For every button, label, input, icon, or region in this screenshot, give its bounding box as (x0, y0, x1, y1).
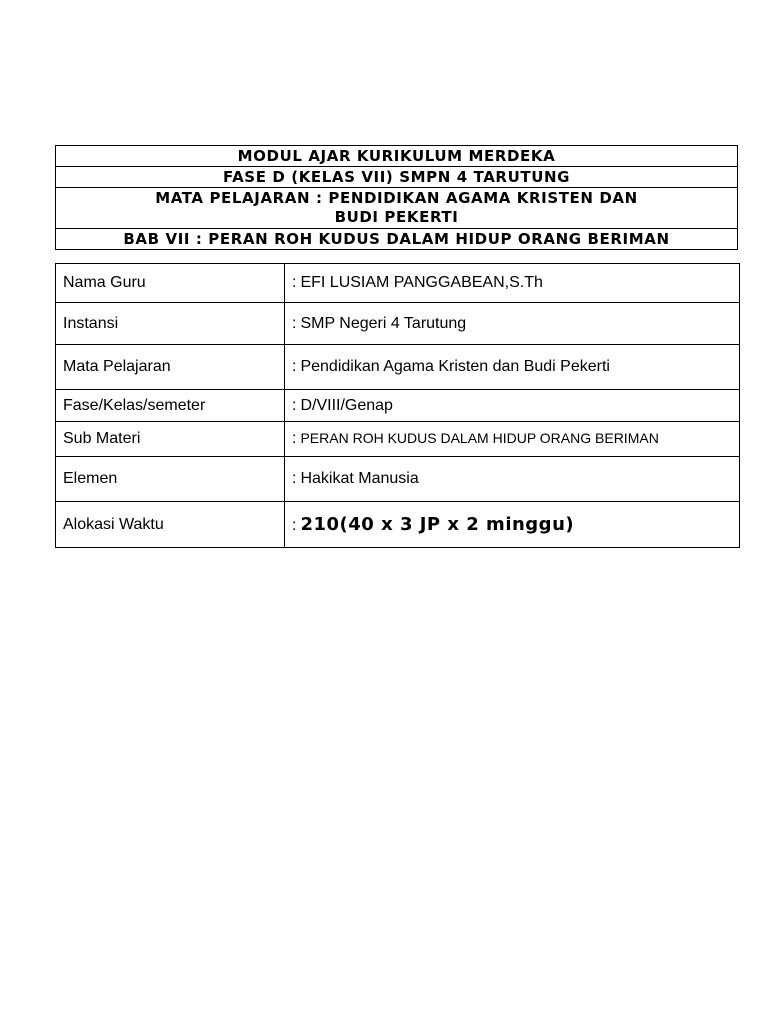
info-value: Hakikat Manusia (300, 470, 419, 487)
info-label: Sub Materi (56, 422, 285, 457)
info-row-mata-pelajaran (56, 345, 740, 390)
info-value-cell (285, 303, 740, 345)
info-label: Fase/Kelas/semeter (56, 390, 285, 422)
info-value: 210(40 x 3 JP x 2 minggu) (300, 514, 575, 535)
info-value: PERAN ROH KUDUS DALAM HIDUP ORANG BERIMAN (300, 430, 659, 446)
info-row-nama-guru (56, 264, 740, 303)
info-label: Elemen (56, 457, 285, 502)
info-value-cell (285, 264, 740, 303)
info-label: Instansi (56, 303, 285, 345)
info-value-cell (285, 422, 740, 457)
info-row-fase-kelas (56, 390, 740, 422)
info-row-instansi (56, 303, 740, 345)
header-row (56, 188, 738, 229)
header-subject-cell (56, 188, 738, 229)
info-value-cell (285, 502, 740, 548)
header-row (56, 146, 738, 167)
info-row-sub-materi (56, 422, 740, 457)
info-label: Alokasi Waktu (56, 502, 285, 548)
header-title: MODUL AJAR KURIKULUM MERDEKA (56, 146, 738, 167)
info-value-cell (285, 345, 740, 390)
info-colon: : (292, 470, 297, 487)
info-colon: : (292, 314, 297, 332)
info-colon: : (292, 358, 297, 375)
info-row-elemen (56, 457, 740, 502)
document-header-table (55, 145, 738, 250)
info-row-alokasi-waktu (56, 502, 740, 548)
info-colon: : (292, 396, 297, 414)
info-value-cell (285, 457, 740, 502)
info-value: D/VIII/Genap (300, 396, 393, 414)
info-colon: : (292, 430, 297, 447)
info-value: Pendidikan Agama Kristen dan Budi Pekerti (300, 358, 610, 375)
header-phase: FASE D (KELAS VII) SMPN 4 TARUTUNG (56, 167, 738, 188)
module-info-table (55, 263, 740, 548)
info-colon: : (292, 517, 297, 534)
info-value: SMP Negeri 4 Tarutung (300, 314, 467, 332)
header-chapter: BAB VII : PERAN ROH KUDUS DALAM HIDUP ORANG BERIMAN (56, 229, 738, 250)
header-row (56, 167, 738, 188)
info-colon: : (292, 274, 297, 291)
info-value: EFI LUSIAM PANGGABEAN,S.Th (300, 274, 543, 291)
header-row (56, 229, 738, 250)
info-label: Mata Pelajaran (56, 345, 285, 390)
info-value-cell (285, 390, 740, 422)
info-label: Nama Guru (56, 264, 285, 303)
header-subject-line-2: BUDI PEKERTI (334, 208, 459, 226)
header-subject-line-1: MATA PELAJARAN : PENDIDIKAN AGAMA KRISTEN DAN (155, 189, 638, 207)
